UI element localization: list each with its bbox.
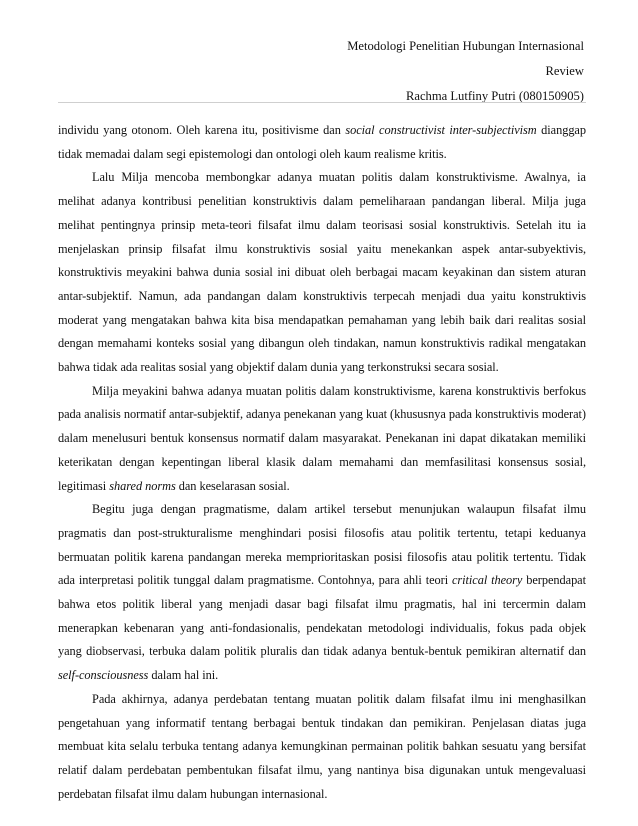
paragraph [58,688,586,807]
paragraph-text: Lalu Milja mencoba membongkar adanya muatan politis dalam konstruktivisme. Awalnya, ia melihat adanya kontribusi penelitian konstruktivis dalam pemeliharaan pandangan liberal. Milja juga melihat pentingnya prinsip meta-teori filsafat ilmu dalam teorisasi sosial konstruktivis. Setelah itu ia menjelaskan prinsip filsafat ilmu konstruktivis sosial yaitu menekankan aspek antar-subyektivis, konstruktivis meyakini bahwa dunia sosial ini dibuat oleh berbagai macam keyakinan dan sistem aturan antar-subjektif. Namun, ada pandangan dalam konstruktivis terpecah menjadi dua yaitu konstruktivis moderat yang mengatakan bahwa kita bisa mendapatkan pemahaman yang lebih baik dari realitas sosial dengan memahami konteks sosial yang dibangun oleh tindakan, namun konstruktivis radikal mengatakan bahwa tidak ada realitas sosial yang objektif dalam dunia yang terkonstruksi secara sosial. [58,170,586,375]
document-body [58,119,586,806]
paragraph-text: dan keselarasan sosial. [175,478,290,493]
italic-term: critical theory [451,573,523,588]
italic-term: self-consciousness [58,668,149,683]
paragraph [58,498,586,688]
paragraph [58,380,586,499]
author-line: Rachma Lutfiny Putri (080150905) [405,89,584,103]
italic-term: shared norms [109,478,176,493]
paragraph-text: Pada akhirnya, adanya perdebatan tentang muatan politik dalam filsafat ilmu ini menghasilkan pengetahuan yang informatif tentang berbagai bentuk tindakan dan pemikiran. Penjelasan diatas juga membuat kita selalu terbuka tentang adanya kemungkinan permainan politik bahkan sesuatu yang bersifat relatif dalam perdebatan pembentukan filsafat ilmu, yang nantinya bisa digunakan untuk mengevaluasi perdebatan filsafat ilmu dalam hubungan internasional. [58,691,586,801]
italic-term: social constructivist inter-subjectivism [345,123,537,137]
course-title: Metodologi Penelitian Hubungan Internasional [347,39,584,53]
paragraph-text: dalam hal ini. [148,668,219,683]
paragraph-text: berpendapat bahwa etos politik liberal yang menjadi dasar bagi filsafat ilmu pragmatis, hal ini tercermin dalam menerapkan kebenaran yang anti-fondasionalis, pendekatan metodologi individualis, fokus pada objek yang diobservasi, terbuka dalam politik pluralis dan tidak adanya bentuk-bentuk pemikiran alternatif dan [58,573,586,659]
page-header [60,34,584,109]
paragraph-text: Begitu juga dengan pragmatisme, dalam artikel tersebut menunjukan walaupun filsafat ilmu pragmatis dan post-strukturalisme menghindari posisi filosofis atau politik tertentu, tetapi keduanya bermuatan politik karena pandangan mereka memprioritaskan posisi filosofis atau politik tertentu. Tidak ada interpretasi politik tunggal dalam pragmatisme. Contohnya, para ahli teori [58,502,586,588]
paragraph-text: dianggap tidak memadai dalam segi epistemologi dan ontologi oleh kaum realisme kritis. [58,123,586,161]
paragraph-continuation [58,119,586,166]
header-divider [58,102,586,103]
document-type: Review [545,64,584,78]
paragraph [58,166,586,379]
paragraph-text: individu yang otonom. Oleh karena itu, positivisme dan [58,123,346,137]
paragraph-text: Milja meyakini bahwa adanya muatan politis dalam konstruktivisme, karena konstruktivis berfokus pada analisis normatif antar-subjektif, adanya penekanan yang kuat (khususnya pada konstruktivis moderat) dalam menelusuri bentuk konsensus normatif dalam masyarakat. Penekanan ini dapat dikatakan memiliki keterikatan dengan kepentingan liberal klasik dalam memahami dan memfasilitasi konsensus sosial, legitimasi [58,383,586,493]
